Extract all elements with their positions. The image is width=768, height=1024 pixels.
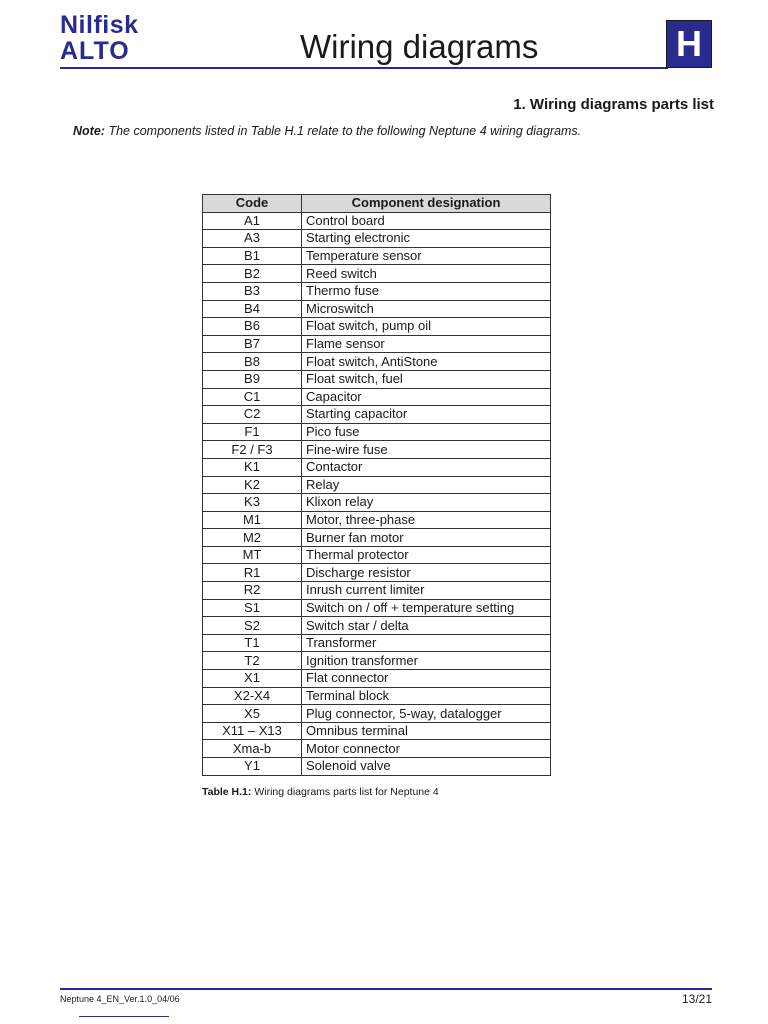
note-paragraph: [73, 124, 581, 138]
component-designation: Omnibus terminal: [302, 722, 551, 740]
logo-line-2: ALTO: [60, 37, 130, 65]
table-row: [203, 722, 551, 740]
component-code: B4: [203, 300, 302, 318]
table-row: [203, 370, 551, 388]
component-designation: Float switch, pump oil: [302, 318, 551, 336]
component-code: X5: [203, 705, 302, 723]
component-code: C2: [203, 406, 302, 424]
table-row: [203, 335, 551, 353]
component-code: R1: [203, 564, 302, 582]
component-designation: Transformer: [302, 634, 551, 652]
component-code: B6: [203, 318, 302, 336]
component-code: K2: [203, 476, 302, 494]
component-designation: Pico fuse: [302, 423, 551, 441]
table-row: [203, 564, 551, 582]
component-designation: Switch on / off + temperature setting: [302, 599, 551, 617]
footer-document-id: Neptune 4_EN_Ver.1.0_04/06: [60, 994, 180, 1004]
table-row: [203, 758, 551, 776]
section-heading: 1. Wiring diagrams parts list: [513, 96, 714, 113]
logo-line-1: Nilfisk: [60, 11, 139, 39]
component-designation: Motor connector: [302, 740, 551, 758]
component-code: MT: [203, 546, 302, 564]
component-designation: Float switch, fuel: [302, 370, 551, 388]
component-code: X1: [203, 670, 302, 688]
component-code: T2: [203, 652, 302, 670]
table-row: [203, 476, 551, 494]
parts-table-body: [203, 212, 551, 775]
component-designation: Inrush current limiter: [302, 582, 551, 600]
table-row: [203, 441, 551, 459]
component-designation: Flat connector: [302, 670, 551, 688]
table-row: [203, 652, 551, 670]
component-code: K3: [203, 494, 302, 512]
component-designation: Starting electronic: [302, 230, 551, 248]
section-letter-badge: H: [666, 20, 712, 68]
parts-table: [202, 194, 551, 776]
component-code: M1: [203, 511, 302, 529]
component-designation: Temperature sensor: [302, 247, 551, 265]
component-designation: Plug connector, 5-way, datalogger: [302, 705, 551, 723]
component-designation: Float switch, AntiStone: [302, 353, 551, 371]
component-designation: Motor, three-phase: [302, 511, 551, 529]
component-designation: Burner fan motor: [302, 529, 551, 547]
note-label: Note:: [73, 124, 105, 138]
table-row: [203, 318, 551, 336]
table-row: [203, 458, 551, 476]
page-title: Wiring diagrams: [300, 28, 539, 65]
table-row: [203, 230, 551, 248]
table-row: [203, 617, 551, 635]
component-code: B9: [203, 370, 302, 388]
component-code: R2: [203, 582, 302, 600]
caption-text: Wiring diagrams parts list for Neptune 4: [254, 786, 439, 798]
component-designation: Capacitor: [302, 388, 551, 406]
table-row: [203, 265, 551, 283]
component-code: B8: [203, 353, 302, 371]
table-row: [203, 247, 551, 265]
component-code: M2: [203, 529, 302, 547]
table-row: [203, 511, 551, 529]
header-divider: [60, 67, 668, 69]
table-row: [203, 670, 551, 688]
component-designation: Reed switch: [302, 265, 551, 283]
table-caption: [202, 786, 439, 798]
component-designation: Discharge resistor: [302, 564, 551, 582]
component-code: F1: [203, 423, 302, 441]
table-row: [203, 423, 551, 441]
component-designation: Microswitch: [302, 300, 551, 318]
component-code: A3: [203, 230, 302, 248]
component-code: S1: [203, 599, 302, 617]
component-designation: Control board: [302, 212, 551, 230]
note-text: The components listed in Table H.1 relate to the following Neptune 4 wiring diagrams.: [108, 124, 582, 138]
component-designation: Ignition transformer: [302, 652, 551, 670]
component-code: B1: [203, 247, 302, 265]
component-code: C1: [203, 388, 302, 406]
table-row: [203, 282, 551, 300]
component-designation: Klixon relay: [302, 494, 551, 512]
table-header-row: [203, 195, 551, 213]
component-code: B2: [203, 265, 302, 283]
table-row: [203, 705, 551, 723]
component-designation: Solenoid valve: [302, 758, 551, 776]
caption-label: Table H.1:: [202, 786, 252, 798]
footer-divider: [60, 988, 712, 990]
component-code: Y1: [203, 758, 302, 776]
table-row: [203, 634, 551, 652]
component-designation: Fine-wire fuse: [302, 441, 551, 459]
component-designation: Starting capacitor: [302, 406, 551, 424]
component-designation: Terminal block: [302, 687, 551, 705]
table-row: [203, 687, 551, 705]
component-designation: Flame sensor: [302, 335, 551, 353]
nilfisk-alto-logo: [60, 12, 139, 64]
component-designation: Switch star / delta: [302, 617, 551, 635]
table-row: [203, 529, 551, 547]
component-code: T1: [203, 634, 302, 652]
component-designation: Contactor: [302, 458, 551, 476]
component-code: S2: [203, 617, 302, 635]
component-code: F2 / F3: [203, 441, 302, 459]
table-row: [203, 300, 551, 318]
table-row: [203, 599, 551, 617]
table-row: [203, 740, 551, 758]
table-row: [203, 353, 551, 371]
table-row: [203, 406, 551, 424]
table-row: [203, 546, 551, 564]
footer-page-number: 13/21: [681, 992, 712, 1006]
component-code: B7: [203, 335, 302, 353]
table-row: [203, 494, 551, 512]
table-row: [203, 582, 551, 600]
component-code: B3: [203, 282, 302, 300]
component-code: Xma-b: [203, 740, 302, 758]
component-code: X2-X4: [203, 687, 302, 705]
component-code: A1: [203, 212, 302, 230]
column-header-designation: Component designation: [302, 195, 551, 213]
footer-underline: [79, 1016, 169, 1017]
table-row: [203, 212, 551, 230]
component-designation: Thermal protector: [302, 546, 551, 564]
component-code: K1: [203, 458, 302, 476]
component-code: X11 – X13: [203, 722, 302, 740]
column-header-code: Code: [203, 195, 302, 213]
table-row: [203, 388, 551, 406]
component-designation: Relay: [302, 476, 551, 494]
component-designation: Thermo fuse: [302, 282, 551, 300]
